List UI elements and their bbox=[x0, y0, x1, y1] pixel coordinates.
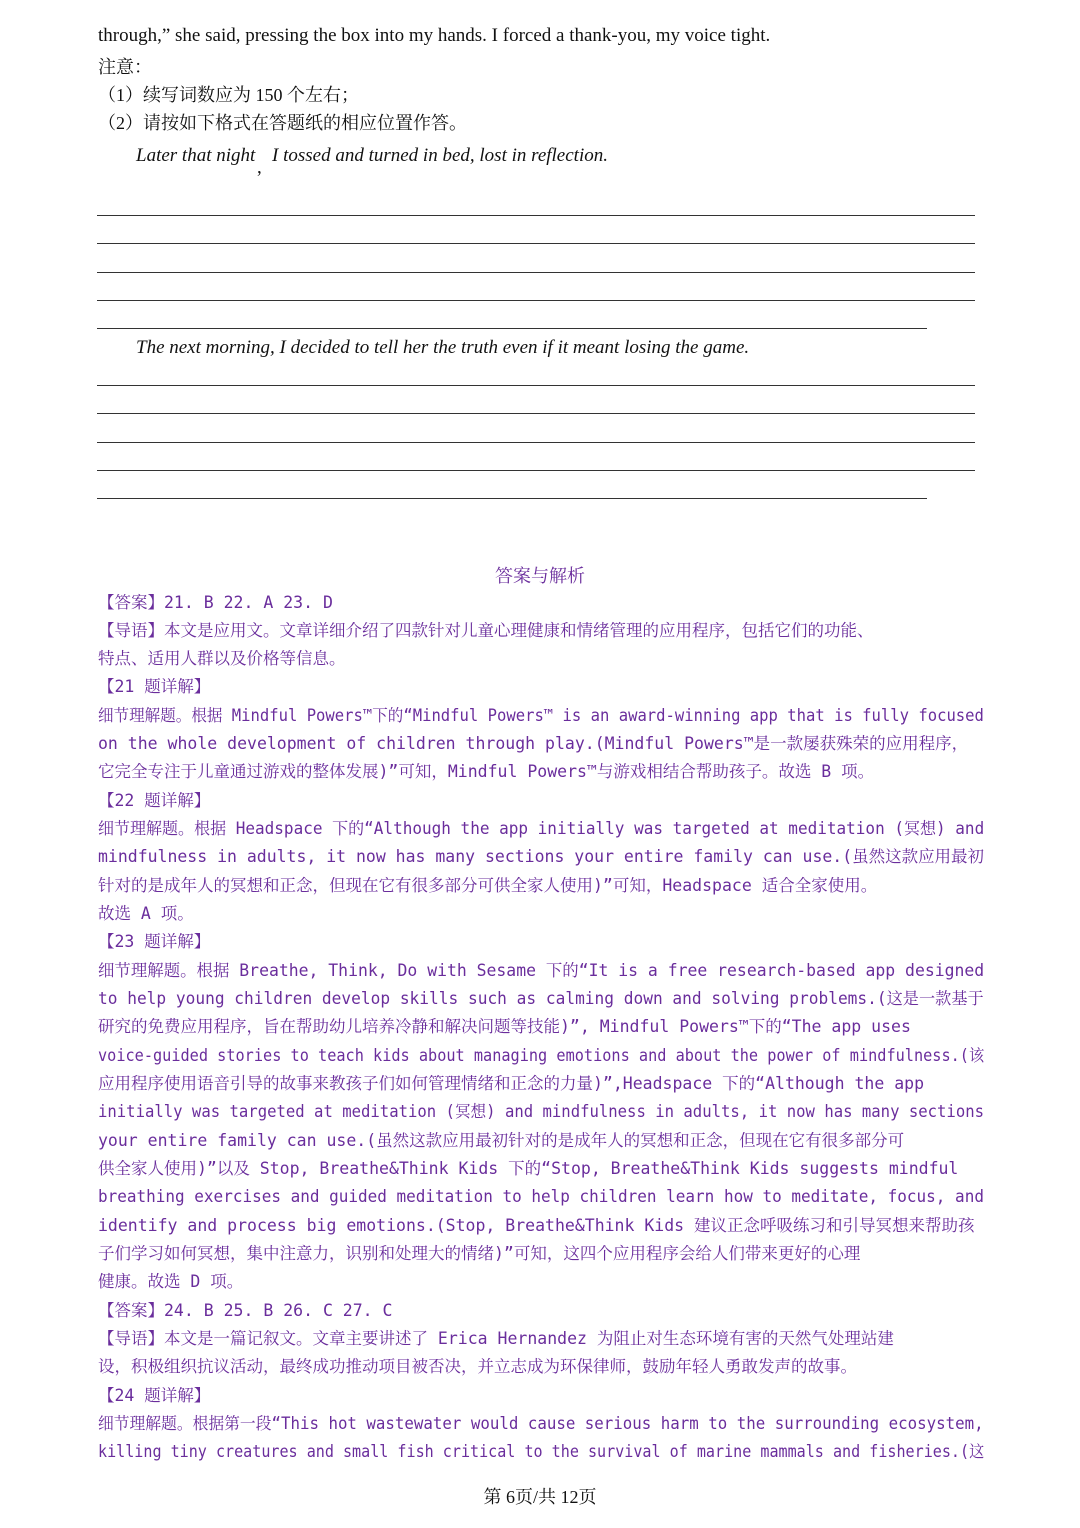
text-line: initially was targeted at meditation (冥想) and mindfulness in adults, it now has many sections bbox=[98, 1102, 985, 1121]
text-line: voice-guided stories to teach kids about managing emotions and about the power of mindfulness.(该 bbox=[98, 1046, 985, 1065]
writing-line bbox=[97, 300, 975, 301]
text-line: 【导语】本文是应用文。文章详细介绍了四款针对儿童心理健康和情绪管理的应用程序，包括它们的功能、 bbox=[98, 621, 874, 640]
text-line: 【24 题详解】 bbox=[98, 1386, 211, 1405]
passage-last-line: through,” she said, pressing the box into my hands. I forced a thank-you, my voice tight. bbox=[98, 25, 771, 46]
writing-line bbox=[97, 470, 975, 471]
prompt-2: The next morning, I decided to tell her the truth even if it meant losing the game. bbox=[136, 337, 750, 358]
writing-line bbox=[97, 215, 975, 216]
section-title: 答案与解析 bbox=[495, 566, 585, 587]
text-line: 细节理解题。根据 Breathe, Think, Do with Sesame 下的“It is a free research-based app designed bbox=[98, 961, 985, 980]
text-line: 特点、适用人群以及价格等信息。 bbox=[98, 649, 346, 668]
text-line: mindfulness in adults, it now has many sections your entire family can use.(虽然这款应用最初 bbox=[98, 847, 985, 866]
text-line: 针对的是成年人的冥想和正念，但现在它有很多部分可供全家人使用)”可知，Headspace 适合全家使用。 bbox=[98, 876, 878, 895]
note-label: 注意： bbox=[98, 57, 152, 77]
text-line: 【22 题详解】 bbox=[98, 791, 211, 810]
text-line: breathing exercises and guided meditation to help children learn how to meditate, focus, and bbox=[98, 1187, 984, 1206]
text-line: 【答案】24. B 25. B 26. C 27. C bbox=[98, 1301, 393, 1320]
text-line: 健康。故选 D 项。 bbox=[98, 1272, 244, 1291]
text-line: 应用程序使用语音引导的故事来教孩子们如何管理情绪和正念的力量)”,Headspace 下的“Although the app bbox=[98, 1074, 925, 1093]
page-footer: 第 6页/共 12页 bbox=[483, 1487, 597, 1507]
writing-line bbox=[97, 328, 927, 329]
text-line: 供全家人使用)”以及 Stop, Breathe&Think Kids 下的“Stop, Breathe&Think Kids suggests mindful bbox=[98, 1159, 959, 1178]
text-line: 细节理解题。根据第一段“This hot wastewater would cause serious harm to the surrounding ecosystem, bbox=[98, 1414, 984, 1433]
prompt-1-rest: I tossed and turned in bed, lost in reflection. bbox=[272, 145, 608, 166]
text-line: 设，积极组织抗议活动，最终成功推动项目被否决，并立志成为环保律师，鼓励年轻人勇敢发声的故事。 bbox=[98, 1357, 857, 1376]
text-line: to help young children develop skills such as calming down and solving problems.(这是一款基于 bbox=[98, 989, 984, 1008]
text-line: 【23 题详解】 bbox=[98, 932, 211, 951]
writing-line bbox=[97, 272, 975, 273]
note-item-1: （1）续写词数应为 150 个左右； bbox=[98, 85, 359, 105]
text-line: 【答案】21. B 22. A 23. D bbox=[98, 593, 333, 612]
writing-line bbox=[97, 243, 975, 244]
note-item-2: （2）请按如下格式在答题纸的相应位置作答。 bbox=[98, 113, 467, 133]
text-line: 研究的免费应用程序，旨在帮助幼儿培养冷静和解决问题等技能)”, Mindful Powers™下的“The app uses bbox=[98, 1017, 911, 1036]
text-line: 【导语】本文是一篇记叙文。文章主要讲述了 Erica Hernandez 为阻止对生态环境有害的天然气处理站建 bbox=[98, 1329, 894, 1348]
writing-line bbox=[97, 498, 927, 499]
text-line: killing tiny creatures and small fish critical to the survival of marine mammals and fisheries.(这 bbox=[98, 1442, 985, 1461]
text-line: 故选 A 项。 bbox=[98, 904, 194, 923]
prompt-1-start: Later that night bbox=[136, 145, 256, 166]
text-line: 它完全专注于儿童通过游戏的整体发展)”可知，Mindful Powers™与游戏相结合帮助孩子。故选 B 项。 bbox=[98, 762, 875, 781]
text-line: your entire family can use.(虽然这款应用最初针对的是成年人的冥想和正念，但现在它有很多部分可 bbox=[98, 1131, 905, 1150]
text-line: 子们学习如何冥想，集中注意力，识别和处理大的情绪)”可知，这四个应用程序会给人们带来更好的心理 bbox=[98, 1244, 861, 1263]
prompt-1-comma: , bbox=[257, 157, 262, 178]
writing-line bbox=[97, 413, 975, 414]
text-line: on the whole development of children through play.(Mindful Powers™是一款屡获殊荣的应用程序， bbox=[98, 734, 969, 753]
writing-line bbox=[97, 385, 975, 386]
text-line: identify and process big emotions.(Stop, Breathe&Think Kids 建议正念呼吸练习和引导冥想来帮助孩 bbox=[98, 1216, 975, 1235]
text-line: 【21 题详解】 bbox=[98, 677, 211, 696]
writing-line bbox=[97, 442, 975, 443]
text-line: 细节理解题。根据 Headspace 下的“Although the app initially was targeted at meditation (冥想) and bbox=[98, 819, 985, 838]
text-line: 细节理解题。根据 Mindful Powers™下的“Mindful Powers™ is an award-winning app that is fully focused bbox=[98, 706, 984, 725]
